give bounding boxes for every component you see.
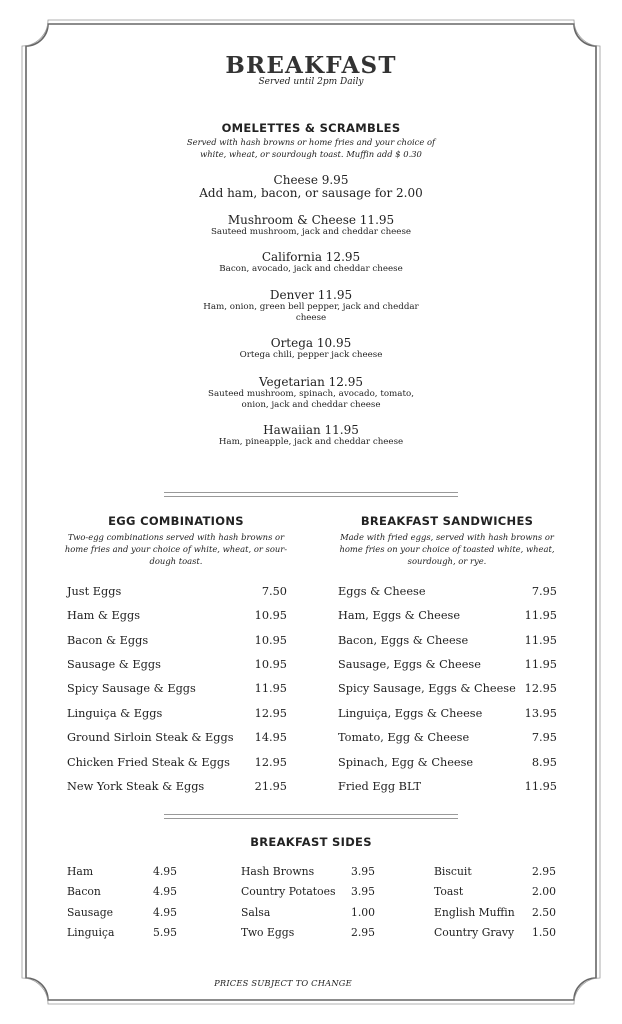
item-name: Sausage, Eggs & Cheese [338,658,481,671]
sandwiches-desc-line: home fries on your choice of toasted white, wheat, [339,544,555,554]
item-name: Chicken Fried Steak & Eggs [67,756,230,769]
item-price: 10.95 [254,634,287,647]
item-price: 11.95 [524,780,557,793]
item-price: 13.95 [524,707,557,720]
side-item [434,926,556,939]
side-item [434,885,556,898]
side-item [67,865,177,878]
item-price: 3.95 [350,885,375,898]
side-item [67,906,177,919]
breakfast-sides-heading: BREAKFAST SIDES [250,835,372,849]
egg-combo-item [67,585,287,598]
item-price: 12.95 [254,707,287,720]
egg-combo-item [67,682,287,695]
page-subtitle: Served until 2pm Daily [258,77,364,87]
breakfast-sandwiches-description [331,531,563,567]
sandwich-item [338,731,557,744]
egg-combo-item [67,707,287,720]
item-name: Spicy Sausage & Eggs [67,682,196,695]
omelette-item-name: Cheese 9.95 [273,173,349,187]
item-price: 4.95 [152,885,177,898]
side-item [434,865,556,878]
sandwich-item [338,585,557,598]
omelette-item-desc: Ham, onion, green bell pepper, jack and cheddar [203,302,419,312]
side-item [67,926,177,939]
item-price: 4.95 [152,865,177,878]
item-price: 21.95 [254,780,287,793]
item-name: Salsa [241,906,271,919]
item-name: Just Eggs [67,585,122,598]
item-name: Country Gravy [434,926,515,939]
sandwich-item [338,682,557,695]
item-name: Hash Browns [241,865,315,878]
item-price: 1.50 [531,926,556,939]
omelettes-desc-line: Served with hash browns or home fries and your choice of [186,137,436,147]
sandwiches-desc-line: sourdough, or rye. [407,556,487,566]
side-item [434,906,556,919]
item-name: Linguiça & Eggs [67,707,163,720]
side-item [241,926,375,939]
item-price: 8.95 [531,756,557,769]
egg-combo-item [67,634,287,647]
item-name: Ham, Eggs & Cheese [338,609,460,622]
sandwich-item [338,634,557,647]
sandwich-item [338,756,557,769]
sandwich-item [338,609,557,622]
item-name: Toast [434,885,464,898]
item-name: Fried Egg BLT [338,780,422,793]
egg-combo-item [67,756,287,769]
section-divider [164,814,458,819]
omelettes-heading: OMELETTES & SCRAMBLES [221,121,401,135]
omelettes-desc-line: white, wheat, or sourdough toast. Muffin add $ 0.30 [200,149,422,159]
section-divider [164,492,458,497]
omelette-item-name: Hawaiian 11.95 [263,423,359,437]
omelette-item-name: Ortega 10.95 [270,336,352,350]
item-price: 11.95 [524,634,557,647]
item-name: Ham [67,865,94,878]
omelette-item [0,289,622,324]
egg-combo-item [67,658,287,671]
item-price: 2.50 [531,906,556,919]
sandwich-item [338,707,557,720]
item-price: 12.95 [254,756,287,769]
sandwiches-desc-line: Made with fried eggs, served with hash browns or [340,532,554,542]
egg-combo-item [67,731,287,744]
egg-combinations-desc-line: dough toast. [149,556,203,566]
item-name: Eggs & Cheese [338,585,426,598]
omelettes-description [0,136,622,160]
omelette-item-desc: Ortega chili, pepper jack cheese [239,350,383,360]
item-price: 1.00 [350,906,375,919]
egg-combinations-description [60,531,292,567]
item-name: Sausage [67,906,114,919]
item-price: 11.95 [524,658,557,671]
item-name: New York Steak & Eggs [67,780,205,793]
egg-combo-item [67,609,287,622]
omelette-item-desc: Sauteed mushroom, spinach, avocado, tomato, [208,389,414,399]
item-price: 7.50 [261,585,287,598]
item-name: Spinach, Egg & Cheese [338,756,474,769]
omelette-item-desc: Ham, pineapple, jack and cheddar cheese [218,437,404,447]
item-name: Bacon & Eggs [67,634,149,647]
item-price: 2.95 [531,865,556,878]
item-name: Tomato, Egg & Cheese [338,731,470,744]
item-price: 2.95 [350,926,375,939]
omelette-item-name: Denver 11.95 [269,288,353,302]
item-price: 3.95 [350,865,375,878]
omelette-item-desc: onion, jack and cheddar cheese [241,400,381,410]
item-name: Bacon, Eggs & Cheese [338,634,469,647]
side-item [241,906,375,919]
side-item [67,885,177,898]
omelette-item [0,337,622,361]
item-price: 7.95 [531,731,557,744]
footer-note: PRICES SUBJECT TO CHANGE [214,978,352,988]
item-price: 7.95 [531,585,557,598]
item-price: 12.95 [524,682,557,695]
item-name: Ground Sirloin Steak & Eggs [67,731,234,744]
item-name: Country Potatoes [241,885,336,898]
item-price: 4.95 [152,906,177,919]
item-name: Ham & Eggs [67,609,141,622]
omelette-item-desc: Add ham, bacon, or sausage for 2.00 [199,186,423,200]
item-name: Two Eggs [241,926,295,939]
omelette-item-desc: Sauteed mushroom, jack and cheddar cheese [210,227,412,237]
item-price: 10.95 [254,658,287,671]
omelette-item [0,376,622,411]
omelette-item-name: Mushroom & Cheese 11.95 [227,213,395,227]
omelette-item-desc: Bacon, avocado, jack and cheddar cheese [219,264,403,274]
item-name: Biscuit [434,865,472,878]
item-price: 10.95 [254,609,287,622]
item-price: 14.95 [254,731,287,744]
omelette-item [0,251,622,275]
egg-combinations-heading: EGG COMBINATIONS [108,514,244,528]
item-price: 11.95 [524,609,557,622]
item-price: 2.00 [531,885,556,898]
breakfast-sandwiches-header [331,514,563,567]
sandwich-item [338,658,557,671]
egg-combinations-desc-line: home fries and your choice of white, wheat, or sour- [64,544,288,554]
item-name: Sausage & Eggs [67,658,161,671]
egg-combinations-header [60,514,292,567]
page-title: BREAKFAST [225,52,397,79]
egg-combo-item [67,780,287,793]
side-item [241,865,375,878]
egg-combinations-desc-line: Two-egg combinations served with hash browns or [67,532,285,542]
breakfast-sandwiches-heading: BREAKFAST SANDWICHES [360,514,534,528]
omelette-item [0,174,622,200]
omelette-item-desc: cheese [295,313,327,323]
item-name: Linguiça, Eggs & Cheese [338,707,483,720]
item-price: 11.95 [254,682,287,695]
omelette-item-name: California 12.95 [261,250,361,264]
item-name: Bacon [67,885,101,898]
item-name: Spicy Sausage, Eggs & Cheese [338,682,516,695]
item-name: Linguiça [67,926,115,939]
side-item [241,885,375,898]
item-price: 5.95 [152,926,177,939]
omelette-item [0,424,622,448]
sandwich-item [338,780,557,793]
omelette-item-name: Vegetarian 12.95 [258,375,364,389]
item-name: English Muffin [434,906,515,919]
omelette-item [0,214,622,238]
